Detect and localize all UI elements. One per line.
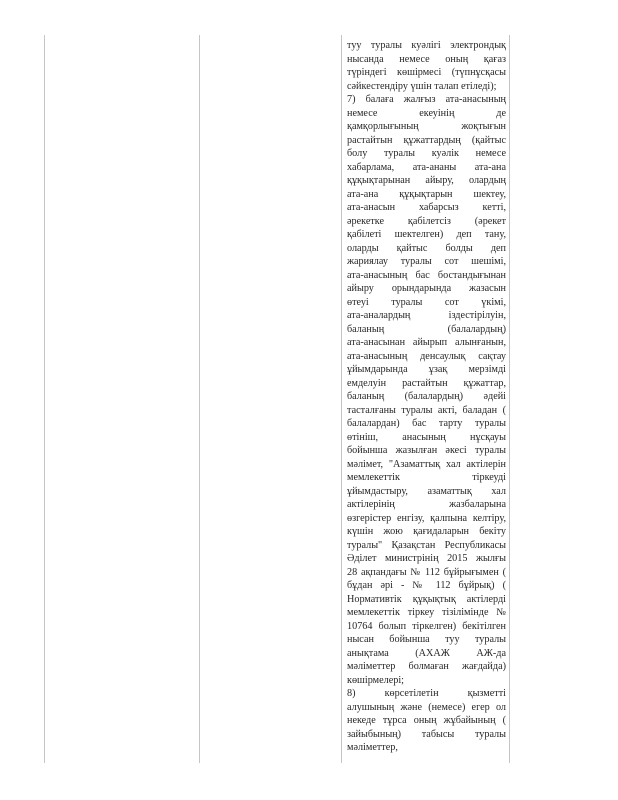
text-line: мемлекеттік тіркеу тізілімінде №: [347, 607, 506, 618]
text-line: баланың (балалардың) әдейі: [347, 391, 506, 402]
text-line: балалардан) бас тарту туралы: [347, 418, 506, 429]
text-line: мәліметтер,: [347, 742, 398, 753]
text-line: анықтама (АХАЖ АЖ-да: [347, 647, 506, 659]
text-line: актілерінің жазбаларына: [347, 499, 506, 510]
text-line: растайтын құжаттардың (қайтыс: [347, 134, 506, 146]
text-line: әрекетке қабілетсіз (әрекет: [347, 215, 506, 227]
text-line: хабарлама, ата-ананы ата-ана: [347, 161, 506, 173]
text-line: Нормативтік құқықтық актілерді: [347, 593, 506, 605]
text-line: 28 ақпандағы № 112 бұйрығымен (: [347, 566, 506, 578]
text-line: көшірмелері;: [347, 674, 404, 686]
text-line: өтініш, анасының нұсқауы: [347, 431, 506, 443]
text-line: немесе екеуінің де: [347, 107, 506, 119]
text-line: баланың (балалардың): [347, 323, 506, 335]
text-line: өтеуі туралы сот үкімі,: [347, 296, 506, 308]
text-line: некеде тұрса оның жұбайының (: [347, 715, 506, 726]
text-line: қамқорлығының жоқтығын: [347, 121, 506, 132]
text-line: тасталғаны туралы акті, баладан (: [347, 404, 506, 416]
text-line: 10764 болып тіркелген) бекітілген: [347, 620, 506, 632]
text-line: күшін жою қағидаларын бекіту: [347, 526, 506, 537]
text-line: болу туралы куәлік немесе: [347, 148, 506, 159]
text-line: сәйкестендіру үшін талап етіледі);: [347, 80, 497, 92]
text-line: мәліметтер болмаған жағдайда): [347, 661, 506, 672]
text-line: өзгерістер енгізу, қалпына келтіру,: [347, 512, 506, 524]
text-line: Әділет министрінің 2015 жылғы: [347, 553, 506, 564]
text-line: ата-анасынан айырып алынғанын,: [347, 337, 506, 348]
text-line: түріндегі көшірмесі (түпнұсқасы: [347, 67, 506, 78]
table-column-border-1: [44, 35, 45, 763]
text-column: [347, 39, 506, 755]
text-line: нысанда немесе оның қағаз: [347, 53, 506, 65]
text-line: жариялау туралы сот шешімі,: [347, 256, 506, 267]
text-line: бойынша жазылған әкесі туралы: [347, 445, 506, 456]
table-column-border-2: [199, 35, 200, 763]
text-line: ата-анасының денсаулық сақтау: [347, 350, 506, 362]
text-line: оларды қайтыс болды деп: [347, 242, 506, 254]
text-line: 8) көрсетілетін қызметті: [347, 688, 506, 699]
text-line: емделуін растайтын құжаттар,: [347, 377, 506, 389]
text-line: нысан бойынша туу туралы: [347, 634, 506, 645]
text-line: ата-анасын хабарсыз кетті,: [347, 202, 506, 213]
text-line: туу туралы куәлігі электрондық: [347, 40, 506, 51]
text-line: зайыбының) табысы туралы: [347, 728, 506, 740]
text-line: алушының және (немесе) егер ол: [347, 701, 506, 713]
text-line: ата-ана құқықтарын шектеу,: [347, 188, 506, 200]
text-line: мемлекеттік тіркеуді: [347, 472, 506, 483]
text-line: ұйымдастыру, азаматтық хал: [347, 485, 506, 497]
table-column-border-3: [341, 35, 342, 763]
text-line: бұдан әрі - № 112 бұйрық) (: [347, 580, 506, 591]
text-line: мәлімет, "Азаматтық хал актілерін: [347, 458, 506, 470]
text-line: ата-аналардың іздестірілуін,: [347, 310, 506, 321]
table-column-border-4: [509, 35, 510, 763]
text-line: құқықтарынан айыру, олардың: [347, 175, 506, 186]
text-line: қабілеті шектелген) деп тану,: [347, 229, 506, 240]
text-line: айыру орындарында жазасын: [347, 283, 506, 294]
text-line: 7) балаға жалғыз ата-анасының: [347, 94, 506, 105]
text-line: ұйымдарында ұзақ мерзімді: [347, 364, 506, 375]
text-line: ата-анасының бас бостандығынан: [347, 269, 506, 281]
text-line: туралы" Қазақстан Республикасы: [347, 539, 506, 551]
